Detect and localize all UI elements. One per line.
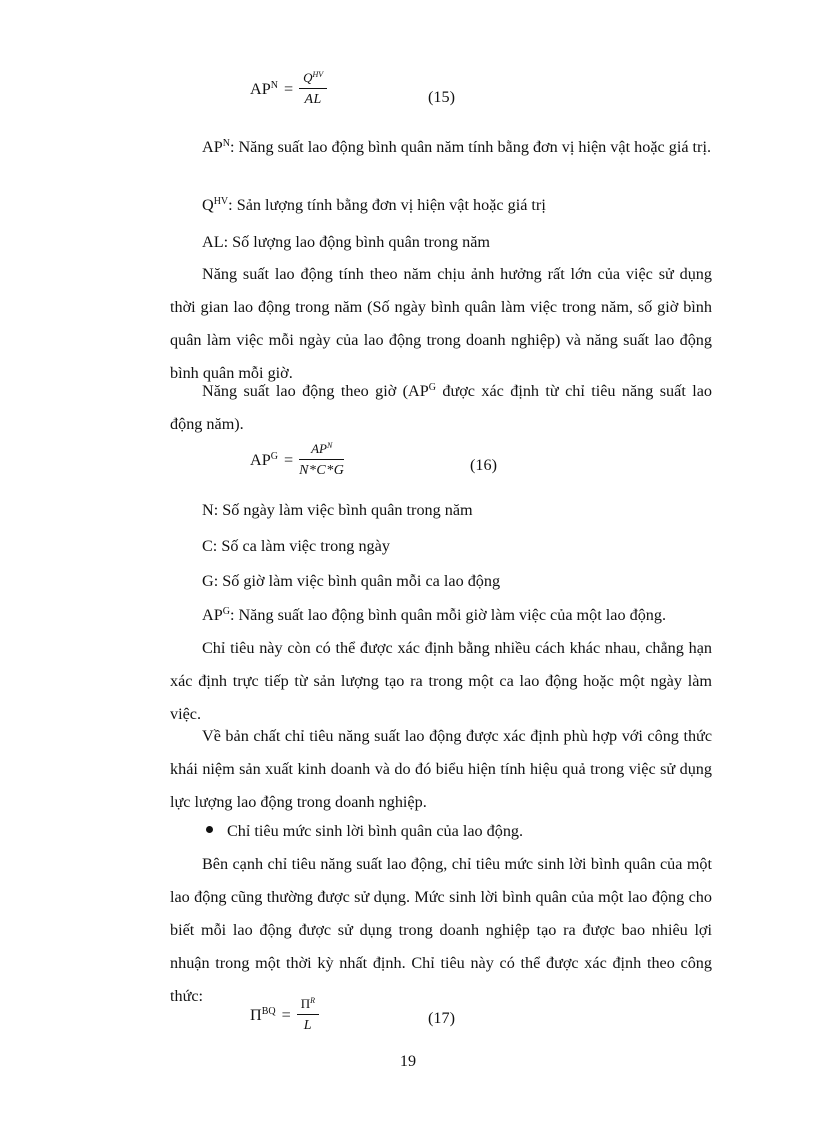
formula-17-lhs: $\Pi^{BQ}$ xyxy=(250,1005,276,1024)
formula-15 xyxy=(250,70,327,108)
definition-apn: $AP^N$: Năng suất lao động bình quân năm tính bằng đơn vị hiện vật hoặc giá trị. xyxy=(202,138,711,156)
page-number: 19 xyxy=(399,1052,417,1070)
paragraph-alternative-methods: Chỉ tiêu này còn có thể được xác định bằng nhiều cách khác nhau, chẳng hạn xác định trực tiếp từ sản lượng tạo ra trong một ca lao động hoặc một ngày làm việc. xyxy=(170,639,712,723)
formula-16 xyxy=(250,441,344,479)
formula-17-fraction: $\frac{\Pi^R}{L}$ xyxy=(297,996,319,1034)
definition-apg: $AP^G$: Năng suất lao động bình quân mỗi giờ làm việc của một lao động. xyxy=(202,606,667,624)
formula-17-number: (17) xyxy=(428,1009,455,1027)
definition-n: N: Số ngày làm việc bình quân trong năm xyxy=(202,501,473,519)
formula-15-lhs: $AP^N$ xyxy=(250,79,278,98)
formula-15-eq: = xyxy=(283,79,294,98)
formula-16-eq: = xyxy=(283,450,294,469)
bullet-profitability: Chỉ tiêu mức sinh lời bình quân của lao động. xyxy=(206,820,523,842)
formula-16-fraction: $\frac{AP^N}{N*C*G}$ xyxy=(299,441,345,478)
formula-16-number: (16) xyxy=(470,456,497,474)
formula-17-eq: = xyxy=(281,1005,291,1024)
definition-c: C: Số ca làm việc trong ngày xyxy=(202,537,390,555)
bullet-dot-icon xyxy=(206,826,213,833)
formula-15-fraction: $\frac{Q^{HV}}{AL}$ xyxy=(299,70,327,108)
formula-15-number: (15) xyxy=(428,88,455,106)
paragraph-essence: Về bản chất chỉ tiêu năng suất lao động được xác định phù hợp với công thức khái niệm sản xuất kinh doanh và do đó biểu hiện tính hiệu quả trong việc sử dụng lực lượng lao động trong doanh nghiệp. xyxy=(170,727,712,811)
definition-g: G: Số giờ làm việc bình quân mỗi ca lao động xyxy=(202,572,501,590)
formula-16-lhs: $AP^G$ xyxy=(250,450,278,469)
formula-17 xyxy=(250,996,319,1034)
paragraph-profitability: Bên cạnh chỉ tiêu năng suất lao động, chỉ tiêu mức sinh lời bình quân của một lao động cũng thường được sử dụng. Mức sinh lời bình quân của một lao động cho biết mỗi lao động được sử dụng trong doanh nghiệp tạo ra được bao nhiêu lợi nhuận trong một thời kỳ nhất định. Chỉ tiêu này có thể được xác định theo công thức: xyxy=(170,855,712,1005)
paragraph-hourly-productivity: Năng suất lao động theo giờ ($AP^G$ được xác định từ chỉ tiêu năng suất lao động năm). xyxy=(170,382,712,433)
definition-al: AL: Số lượng lao động bình quân trong năm xyxy=(202,233,490,251)
paragraph-annual-productivity: Năng suất lao động tính theo năm chịu ảnh hưởng rất lớn của việc sử dụng thời gian lao động trong năm (Số ngày bình quân làm việc trong năm, số giờ bình quân làm việc mỗi ngày của lao động trong doanh nghiệp) và năng suất lao động bình quân mỗi giờ. xyxy=(170,265,712,382)
definition-qhv: $Q^{HV}$: Sản lượng tính bằng đơn vị hiện vật hoặc giá trị xyxy=(202,196,546,214)
